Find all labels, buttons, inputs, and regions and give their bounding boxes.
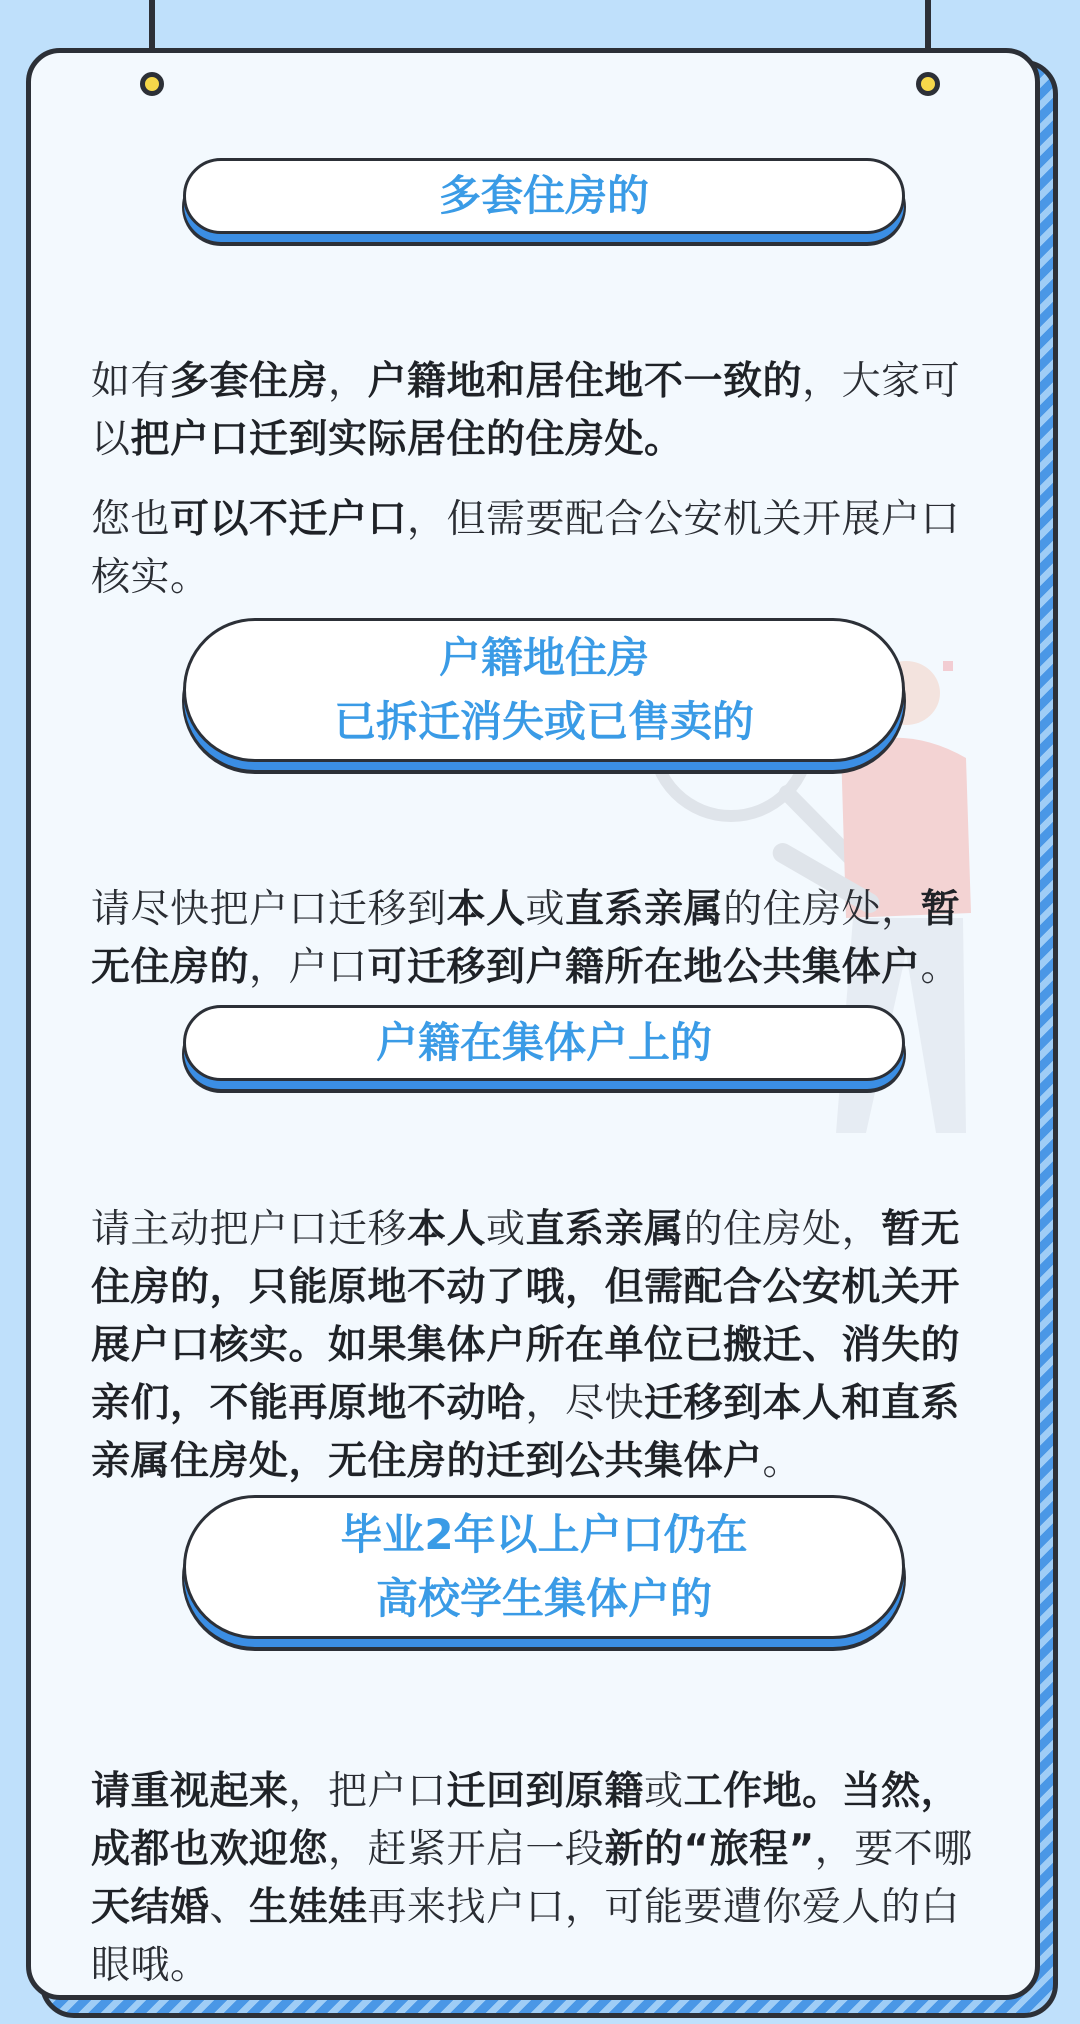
bold-text-run: 户籍地和居住地不一致的 [367, 359, 803, 404]
text-run: ，但需要配合公安机关开展户口核实。 [91, 497, 961, 600]
hanger-dot-right [916, 72, 940, 96]
text-run: 。 [762, 1439, 803, 1484]
bold-text-run: 暂无住房的，只能原地不动了哦，但需配合公安机关开展户口核实。如果集体户所在单位已搬迁、消失的亲们，不能再原地不动哈 [91, 1207, 961, 1426]
section-paragraph [91, 1201, 999, 1491]
section-title-line: 高校学生集体户的 [375, 1574, 712, 1623]
section-title-line: 户籍地住房 [438, 633, 649, 682]
bold-text-run: 暂无住房的 [91, 887, 961, 990]
section-title-graduates [183, 1495, 905, 1639]
bold-text-run: 本人 [407, 1207, 487, 1252]
bold-text-run: 多套住房 [170, 359, 329, 404]
text-run: 或 [486, 1207, 526, 1252]
bold-text-run: 请重视起来 [91, 1769, 289, 1814]
section-title-line: 户籍在集体户上的 [375, 1018, 712, 1067]
bold-text-run: 新的“旅程” [604, 1827, 815, 1872]
section-paragraph [91, 881, 999, 997]
info-card [26, 48, 1040, 2000]
text-run: 。 [920, 945, 961, 990]
section-paragraph [91, 1763, 999, 1995]
section-paragraph [91, 491, 999, 607]
bold-text-run: 迁移到本人和直系亲属住房处，无住房的迁到公共集体户 [91, 1381, 961, 1484]
section-title-line: 毕业2年以上户口仍在 [340, 1510, 748, 1559]
hanger-dot-left [140, 72, 164, 96]
bold-text-run: 生娃娃 [249, 1885, 368, 1930]
text-run: 您也 [91, 497, 171, 542]
text-run: 或 [525, 887, 566, 932]
bold-text-run: 可迁移到户籍所在地公共集体户 [367, 945, 921, 990]
text-run: 再来找户口，可能要遭你爱人的白眼哦。 [91, 1885, 961, 1988]
text-run: 请尽快把户口迁移到 [91, 887, 447, 932]
text-run: ， [328, 359, 368, 404]
bold-text-run: 本人 [446, 887, 526, 932]
text-run: ，要不哪 [814, 1827, 973, 1872]
bold-text-run: 工作地。当然，成都也欢迎您 [91, 1769, 961, 1872]
bold-text-run: 迁回到原籍 [446, 1769, 645, 1814]
text-run: ，把户口 [288, 1769, 447, 1814]
text-run: ，大家可以 [91, 359, 961, 462]
text-run: ，赶紧开启一段 [328, 1827, 605, 1872]
text-run: ，户口 [249, 945, 368, 990]
bold-text-run: 直系亲属 [525, 1207, 684, 1252]
bold-text-run: 可以不迁户口 [170, 497, 408, 542]
bold-text-run: 把户口迁到实际居住的住房处。 [130, 417, 684, 462]
text-run: 或 [644, 1769, 684, 1814]
section-title-line: 已拆迁消失或已售卖的 [333, 697, 754, 746]
section-title-multiple-homes [183, 158, 905, 234]
text-run: 的住房处， [723, 887, 921, 932]
text-run: ，尽快 [525, 1381, 645, 1426]
section-paragraph [91, 353, 999, 469]
section-title-line: 多套住房的 [438, 171, 649, 220]
text-run: 、 [209, 1885, 250, 1930]
section-title-collective-household [183, 1005, 905, 1081]
section-title-demolished-home [183, 618, 905, 762]
text-run: 如有 [91, 359, 171, 404]
text-run: 请主动把户口迁移 [91, 1207, 408, 1252]
bold-text-run: 直系亲属 [565, 887, 724, 932]
text-run: 的住房处， [683, 1207, 882, 1252]
bold-text-run: 天结婚 [91, 1885, 210, 1930]
